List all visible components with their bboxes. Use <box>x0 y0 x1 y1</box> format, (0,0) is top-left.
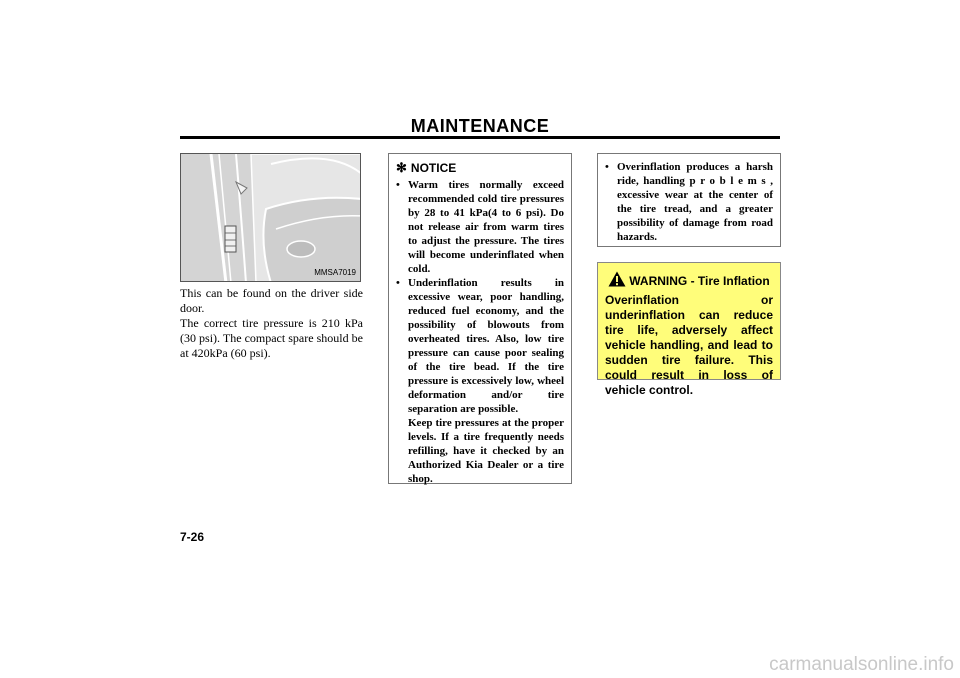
door-illustration <box>181 154 361 282</box>
header-rule <box>180 136 780 139</box>
watermark: carmanualsonline.info <box>769 654 954 675</box>
body-paragraph: The correct tire pressure is 210 kPa (30 psi). The compact spare should be at 420kPa (60 psi). <box>180 316 363 360</box>
warning-title: WARNING - Tire Inflation <box>629 274 770 288</box>
overinflation-text: Overinflation produces a harsh ride, handling p r o b l e m s , excessive wear at the center of the tire tread, and a greater possibility of damage from road hazards. <box>617 161 773 243</box>
bullet: • <box>605 161 609 173</box>
warning-text: Overinflation or underinflation can reduce tire life, adversely affect vehicle handling, and lead to sudden tire failure. This could result in loss of vehicle control. <box>605 293 773 397</box>
overinflation-item <box>605 160 773 244</box>
notice-icon: ✻ <box>396 160 407 175</box>
notice-item-text: Underinflation results in excessive wear, poor handling, reduced fuel economy, and the possibility of blowouts from overheated tires. Also, low tire pressure can cause poor sealing of the tire bead. If the tire pressure is excessively low, wheel deformation and/or tire separation are possible. <box>408 277 564 415</box>
bullet: • <box>396 277 400 289</box>
warning-icon <box>608 271 626 287</box>
body-text <box>180 286 363 361</box>
warning-box <box>597 262 781 397</box>
page-number: 7-26 <box>180 530 205 544</box>
overinflation-box <box>597 153 781 247</box>
notice-item-text-2: Keep tire pressures at the proper levels. If a tire frequently needs refilling, have it checked by an Authorized Kia Dealer or a tire shop. <box>408 417 564 485</box>
door-jamb-figure <box>180 153 361 282</box>
bullet: • <box>396 179 400 191</box>
notice-item-text: Warm tires normally exceed recommended cold tire pressures by 28 to 41 kPa(4 to 6 psi). Do not release air from warm tires to adjust the pressure. The tires will become underinflated when cold. <box>408 179 564 275</box>
body-paragraph: This can be found on the driver side door. <box>180 286 363 315</box>
page-header: MAINTENANCE <box>410 116 550 136</box>
notice-title: NOTICE <box>410 161 457 175</box>
notice-item <box>396 276 564 486</box>
warning-heading <box>605 271 773 288</box>
notice-item <box>396 178 564 276</box>
notice-heading <box>396 160 564 176</box>
figure-code: MMSA7019 <box>314 268 356 277</box>
notice-box <box>388 153 572 484</box>
